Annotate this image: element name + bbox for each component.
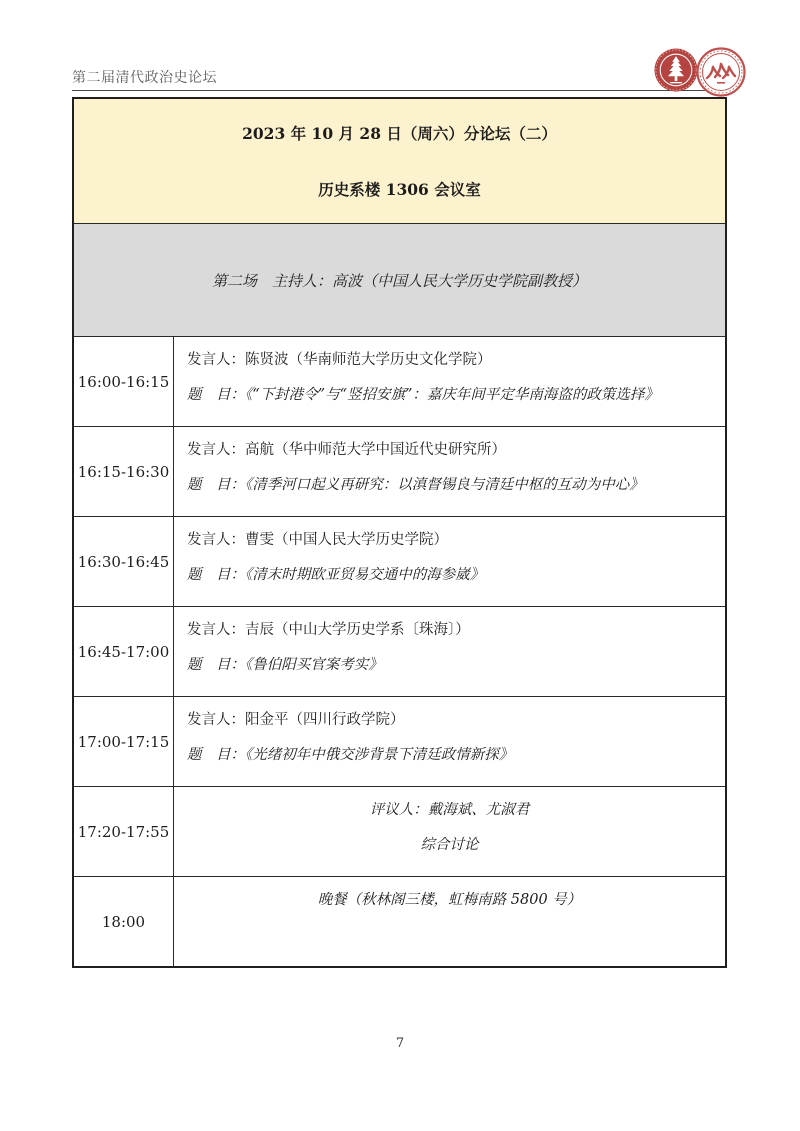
topic-line: 题 目：《“下封港令”与“竖招安旗”：嘉庆年间平定华南海盗的政策选择》 — [187, 387, 659, 403]
tree-seal-icon — [653, 47, 699, 93]
schedule-row — [74, 516, 725, 606]
session-banner — [74, 99, 725, 223]
session-chair-cell — [74, 223, 725, 336]
topic-line: 题 目：《光绪初年中俄交涉背景下清廷政情新探》 — [187, 747, 514, 763]
discussion-line: 综合讨论 — [420, 837, 479, 853]
time-cell: 16:30-16:45 — [74, 517, 174, 606]
dinner-line: 晚餐（秋林阁三楼，虹梅南路 5800 号） — [317, 892, 582, 908]
discussant-line: 评议人：戴海斌、尤淑君 — [369, 802, 530, 818]
time-cell: 16:00-16:15 — [74, 337, 174, 426]
row-content — [174, 697, 725, 786]
row-content — [174, 787, 725, 876]
session-venue-line: 历史系楼 1306 会议室 — [318, 180, 481, 199]
header-divider — [72, 90, 728, 91]
schedule-row-dinner — [74, 876, 725, 966]
speaker-line: 发言人：陈贤波（华南师范大学历史文化学院） — [187, 352, 492, 368]
time-cell: 16:15-16:30 — [74, 427, 174, 516]
three-ren-seal-icon — [696, 47, 746, 97]
speaker-line: 发言人：阳金平（四川行政学院） — [187, 712, 405, 728]
schedule-row — [74, 696, 725, 786]
session-chair-line: 第二场 主持人：高波（中国人民大学历史学院副教授） — [211, 271, 587, 290]
time-cell: 17:20-17:55 — [74, 787, 174, 876]
schedule-row-discussion — [74, 786, 725, 876]
schedule-row — [74, 426, 725, 516]
time-cell: 18:00 — [74, 877, 174, 966]
schedule-row — [74, 606, 725, 696]
topic-line: 题 目：《鲁伯阳买官案考实》 — [187, 657, 383, 673]
row-content — [174, 877, 725, 966]
time-cell: 17:00-17:15 — [74, 697, 174, 786]
topic-line: 题 目：《清季河口起义再研究：以滇督锡良与清廷中枢的互动为中心》 — [187, 477, 644, 493]
speaker-line: 发言人：吉辰（中山大学历史学系〔珠海〕） — [187, 622, 470, 638]
document-header-title: 第二届清代政治史论坛 — [72, 70, 217, 86]
row-content — [174, 337, 725, 426]
session-date-line: 2023 年 10 月 28 日（周六）分论坛（二） — [242, 124, 557, 143]
speaker-line: 发言人：曹雯（中国人民大学历史学院） — [187, 532, 448, 548]
row-content — [174, 517, 725, 606]
page-number: 7 — [395, 1036, 405, 1051]
topic-line: 题 目：《清末时期欧亚贸易交通中的海参崴》 — [187, 567, 485, 583]
time-cell: 16:45-17:00 — [74, 607, 174, 696]
schedule-table — [72, 97, 727, 968]
university-seals — [653, 47, 746, 97]
row-content — [174, 607, 725, 696]
schedule-row — [74, 336, 725, 426]
speaker-line: 发言人：高航（华中师范大学中国近代史研究所） — [187, 442, 506, 458]
row-content — [174, 427, 725, 516]
